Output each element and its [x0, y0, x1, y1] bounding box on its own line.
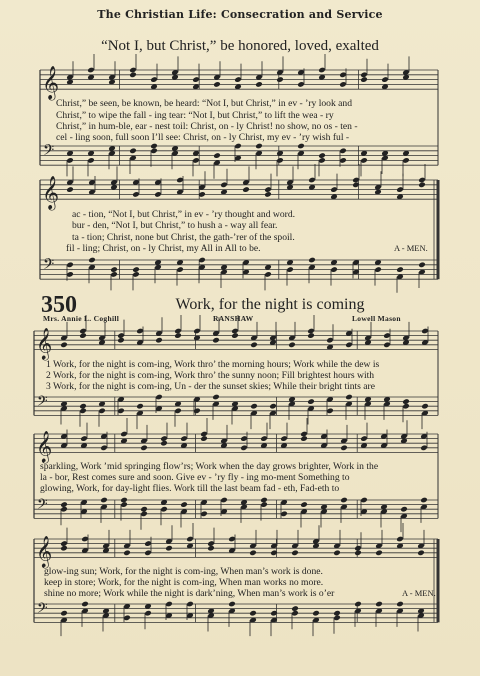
note-head: [312, 610, 320, 617]
note-head: [242, 186, 250, 193]
note-head: [60, 545, 68, 552]
note-head: [60, 610, 68, 617]
treble-clef-icon: 𝄞: [36, 326, 53, 360]
note-head: [155, 337, 163, 344]
note-head: [308, 257, 316, 264]
note-head: [307, 332, 315, 339]
note-head: [354, 601, 362, 608]
note-head: [288, 342, 296, 349]
bass-clef-icon: 𝄢: [43, 256, 55, 277]
note-head: [375, 550, 383, 557]
note-head: [207, 545, 215, 552]
treble-clef-icon: 𝄞: [36, 534, 53, 568]
note-head: [100, 497, 108, 504]
lyric-line: shine no more; Work while the night is dark’ning, When man’s work is o’er: [44, 588, 335, 599]
note-head: [360, 76, 368, 83]
note-head: [418, 262, 426, 269]
note-head: [300, 435, 308, 442]
lyric-line: 2 Work, for the night is com-ing, Work thro’ the sunny noon; Fill brightest hours with: [46, 370, 375, 381]
note-head: [375, 601, 383, 608]
note-head: [228, 601, 236, 608]
note-head: [174, 332, 182, 339]
note-head: [249, 610, 257, 617]
note-head: [418, 182, 426, 189]
hymn-title-2: Work, for the night is coming: [175, 296, 365, 313]
note-head: [231, 332, 239, 339]
note-head: [333, 550, 341, 557]
section-header: The Christian Life: Consecration and Service: [97, 8, 383, 21]
note-head: [345, 394, 353, 401]
note-head: [255, 81, 263, 88]
note-head: [420, 497, 428, 504]
hymn-title: “Not I, but Christ,” be honored, loved, exalted: [101, 38, 379, 54]
note-head: [132, 266, 140, 273]
note-head: [213, 152, 221, 159]
note-head: [396, 266, 404, 273]
bass-clef-icon: 𝄢: [37, 393, 48, 413]
note-head: [400, 506, 408, 513]
note-head: [269, 403, 277, 410]
note-head: [117, 337, 125, 344]
lyric-line: fil - ling; Christ, on - ly Christ, my All in All to be.: [66, 243, 261, 254]
note-head: [291, 550, 299, 557]
lyric-line: la - bor, Rest comes sure and soon. Give ev - ’ry fly - ing mo-ment Something to: [40, 472, 350, 483]
lyric-line: Christ,” be seen, be known, be heard: “Not I, but Christ,” in ev - ’ry look and: [56, 98, 353, 109]
note-head: [88, 257, 96, 264]
note-head: [200, 435, 208, 442]
treble-clef-icon: 𝄞: [42, 175, 60, 210]
note-head: [81, 601, 89, 608]
amen-text: A - MEN.: [394, 243, 428, 253]
lyric-line: glow-ing sun; Work, for the night is com-ing, When man’s work is done.: [44, 566, 323, 577]
bass-clef-icon: 𝄢: [37, 496, 48, 516]
note-head: [129, 148, 137, 155]
note-head: [123, 550, 131, 557]
note-head: [250, 403, 258, 410]
lyric-line: glowing, Work, for day-light flies. Work till the last beam fad - eth, Fad-eth to: [40, 483, 340, 494]
composer-credit: Lowell Mason: [352, 314, 401, 323]
note-head: [417, 550, 425, 557]
lyric-line: sparkling, Work ’mid springing flow’rs; Work when the day grows brighter, Work in the: [40, 461, 379, 472]
note-head: [264, 191, 272, 198]
note-head: [297, 143, 305, 150]
note-head: [213, 81, 221, 88]
note-head: [136, 403, 144, 410]
note-head: [110, 266, 118, 273]
treble-clef-icon: 𝄞: [36, 429, 53, 463]
lyric-line: ta - tion; Christ, none but Christ, the gath-’rer of the spoil.: [72, 232, 295, 243]
note-head: [212, 337, 220, 344]
note-head: [60, 342, 68, 349]
note-head: [421, 403, 429, 410]
note-head: [212, 394, 220, 401]
lyric-line: cel - ling soon, full soon I’ll see: Christ, on - ly Christ, my ev - ’ry wish ful -: [56, 132, 350, 143]
note-head: [340, 445, 348, 452]
lyric-line: 1 Work, for the night is com-ing, Work thro’ the morning hours; Work while the dew is: [46, 359, 380, 370]
note-head: [160, 440, 168, 447]
note-head: [396, 601, 404, 608]
lyric-line: Christ,” in hum-ble, ear - nest toil: Christ, on - ly Christ! no show, no os - ten -: [56, 121, 358, 132]
lyric-line: 3 Work, for the night is com-ing, Un - der the sunset skies; While their bright tints are: [46, 381, 375, 392]
note-head: [180, 501, 188, 508]
bass-clef-icon: 𝄢: [43, 142, 55, 163]
lyric-line: bur - den, “Not I, but Christ,” to hush a - way all fear.: [72, 220, 278, 231]
note-head: [165, 545, 173, 552]
note-head: [354, 550, 362, 557]
lyric-line: keep in store; Work, for the night is com-ing, When man works no more.: [44, 577, 324, 588]
note-head: [300, 501, 308, 508]
tune-name: RANSHAW: [213, 314, 254, 323]
bass-clef-icon: 𝄢: [37, 600, 48, 620]
note-head: [140, 445, 148, 452]
note-head: [318, 152, 326, 159]
amen-text: A - MEN.: [402, 588, 436, 598]
note-head: [276, 76, 284, 83]
hymn-number: 350: [41, 292, 77, 318]
note-head: [150, 143, 158, 150]
note-head: [307, 398, 315, 405]
note-head: [66, 186, 74, 193]
note-head: [340, 497, 348, 504]
author-credit: Mrs. Annie L. Coghill: [43, 314, 120, 323]
treble-clef-icon: 𝄞: [42, 65, 60, 100]
note-head: [255, 143, 263, 150]
lyric-line: ac - tion, “Not I, but Christ,” in ev - ’ry thought and word.: [72, 209, 296, 220]
note-head: [249, 550, 257, 557]
note-head: [129, 72, 137, 79]
note-head: [79, 332, 87, 339]
lyric-line: Christ,” to wipe the fall - ing tear: “Not I, but Christ,” to lift the wea - ry: [56, 110, 334, 121]
note-head: [250, 342, 258, 349]
